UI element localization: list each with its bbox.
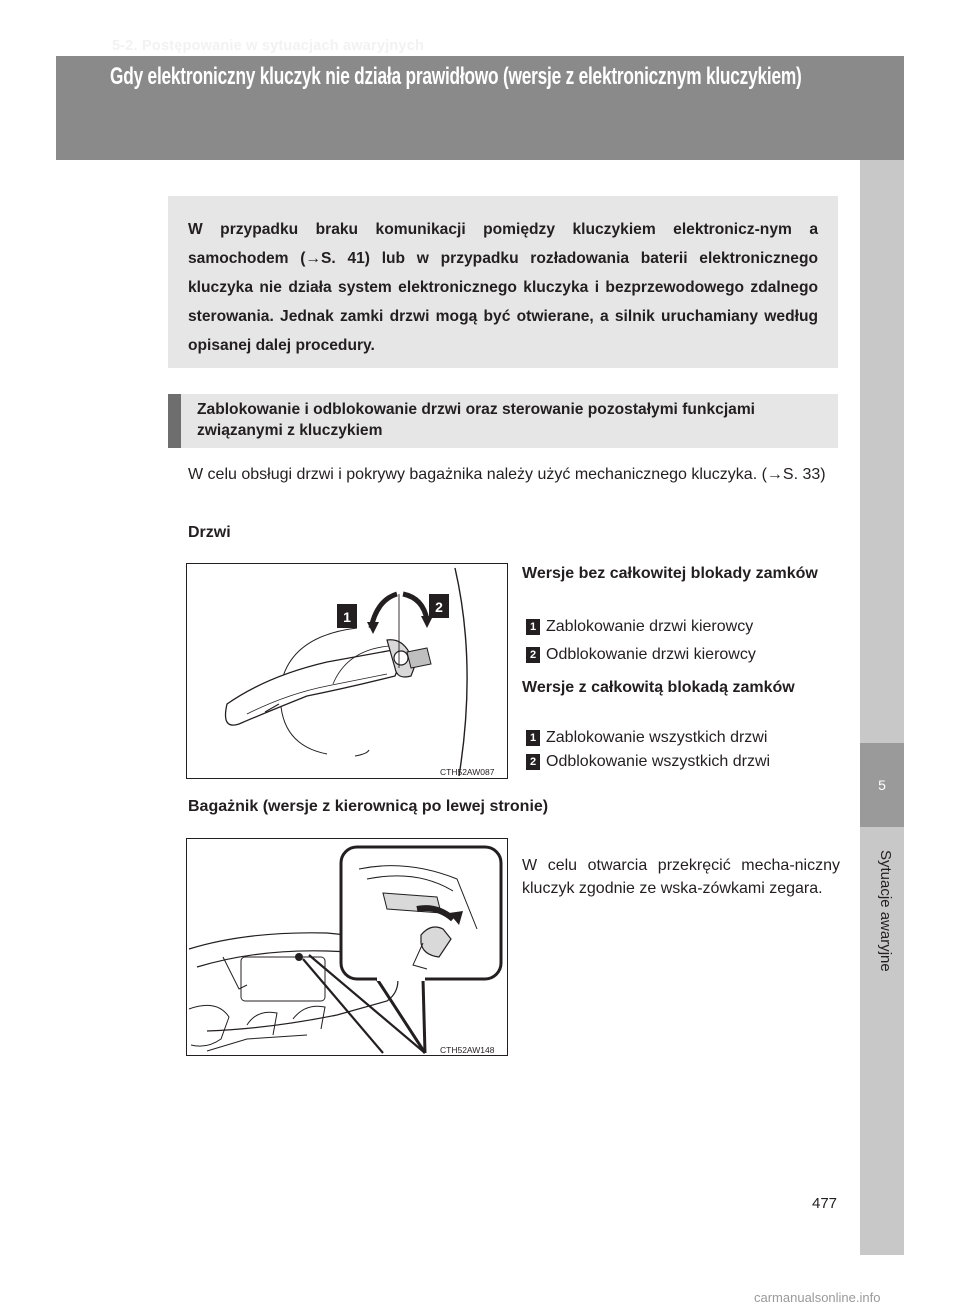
number-badge: 2 [526,647,540,663]
intro-box [168,196,838,368]
figure-code-trunk: CTH52AW148 [440,1045,495,1055]
item-text: Odblokowanie drzwi kierowcy [546,646,756,663]
body-paragraph: W celu obsługi drzwi i pokrywy bagażnika należy użyć mechanicznego kluczyka. (→S. 33) [188,466,826,483]
page-number: 477 [812,1195,838,1212]
section-subheading: Zablokowanie i odblokowanie drzwi oraz sterowanie pozostałymi funkcjami związanymi z kluczykiem [168,394,838,448]
variant-a-item-2 [526,645,756,665]
section-label: 5-2. Postępowanie w sytuacjach awaryjnych [112,38,425,54]
variant-b-title: Wersje z całkowitą blokadą zamków [522,679,795,696]
figure-code-doors: CTH52AW087 [440,767,495,777]
item-text: Zablokowanie drzwi kierowcy [546,618,754,635]
item-text: Odblokowanie wszystkich drzwi [546,753,771,770]
trunk-heading: Bagażnik (wersje z kierownicą po lewej stronie) [188,798,549,815]
variant-b-item-2 [526,752,770,772]
number-badge: 1 [526,619,540,635]
variant-b-item-1 [526,728,767,748]
trunk-figure [186,838,508,1056]
number-badge: 1 [526,730,540,746]
trunk-instructions: W celu otwarcia przekręcić mecha-niczny kluczyk zgodnie ze wska-zówkami zegara. [522,857,840,897]
figure-badge-1-text: 1 [343,609,351,625]
variant-a-item-1 [526,617,753,637]
intro-text: W przypadku braku komunikacji pomiędzy kluczykiem elektronicz-nym a samochodem (→S. 41) lub w przypadku rozładowania baterii elektronicznego kluczyka nie działa system elektronicznego kluczyka i bezprzewodowego zdalnego sterowania. Jednak zamki drzwi mogą być otwierane, a silnik uruchamiany według opisanej dalej procedury. [188,221,818,354]
watermark: carmanualsonline.info [754,1290,881,1305]
number-badge: 2 [526,754,540,770]
figure-badge-2-text: 2 [435,599,443,615]
chapter-label: Sytuacje awaryjne [877,850,894,972]
trunk-illustration [187,839,507,1055]
door-handle-figure [186,563,508,779]
door-handle-illustration [187,564,507,778]
page-title: Gdy elektroniczny kluczyk nie działa prawidłowo (wersje z elektronicznym kluczykiem) [110,63,802,90]
chapter-number: 5 [860,743,904,827]
item-text: Zablokowanie wszystkich drzwi [546,729,768,746]
variant-a-title: Wersje bez całkowitej blokady zamków [522,565,818,582]
doors-heading: Drzwi [188,524,231,541]
chapter-side-tab [860,160,904,1255]
